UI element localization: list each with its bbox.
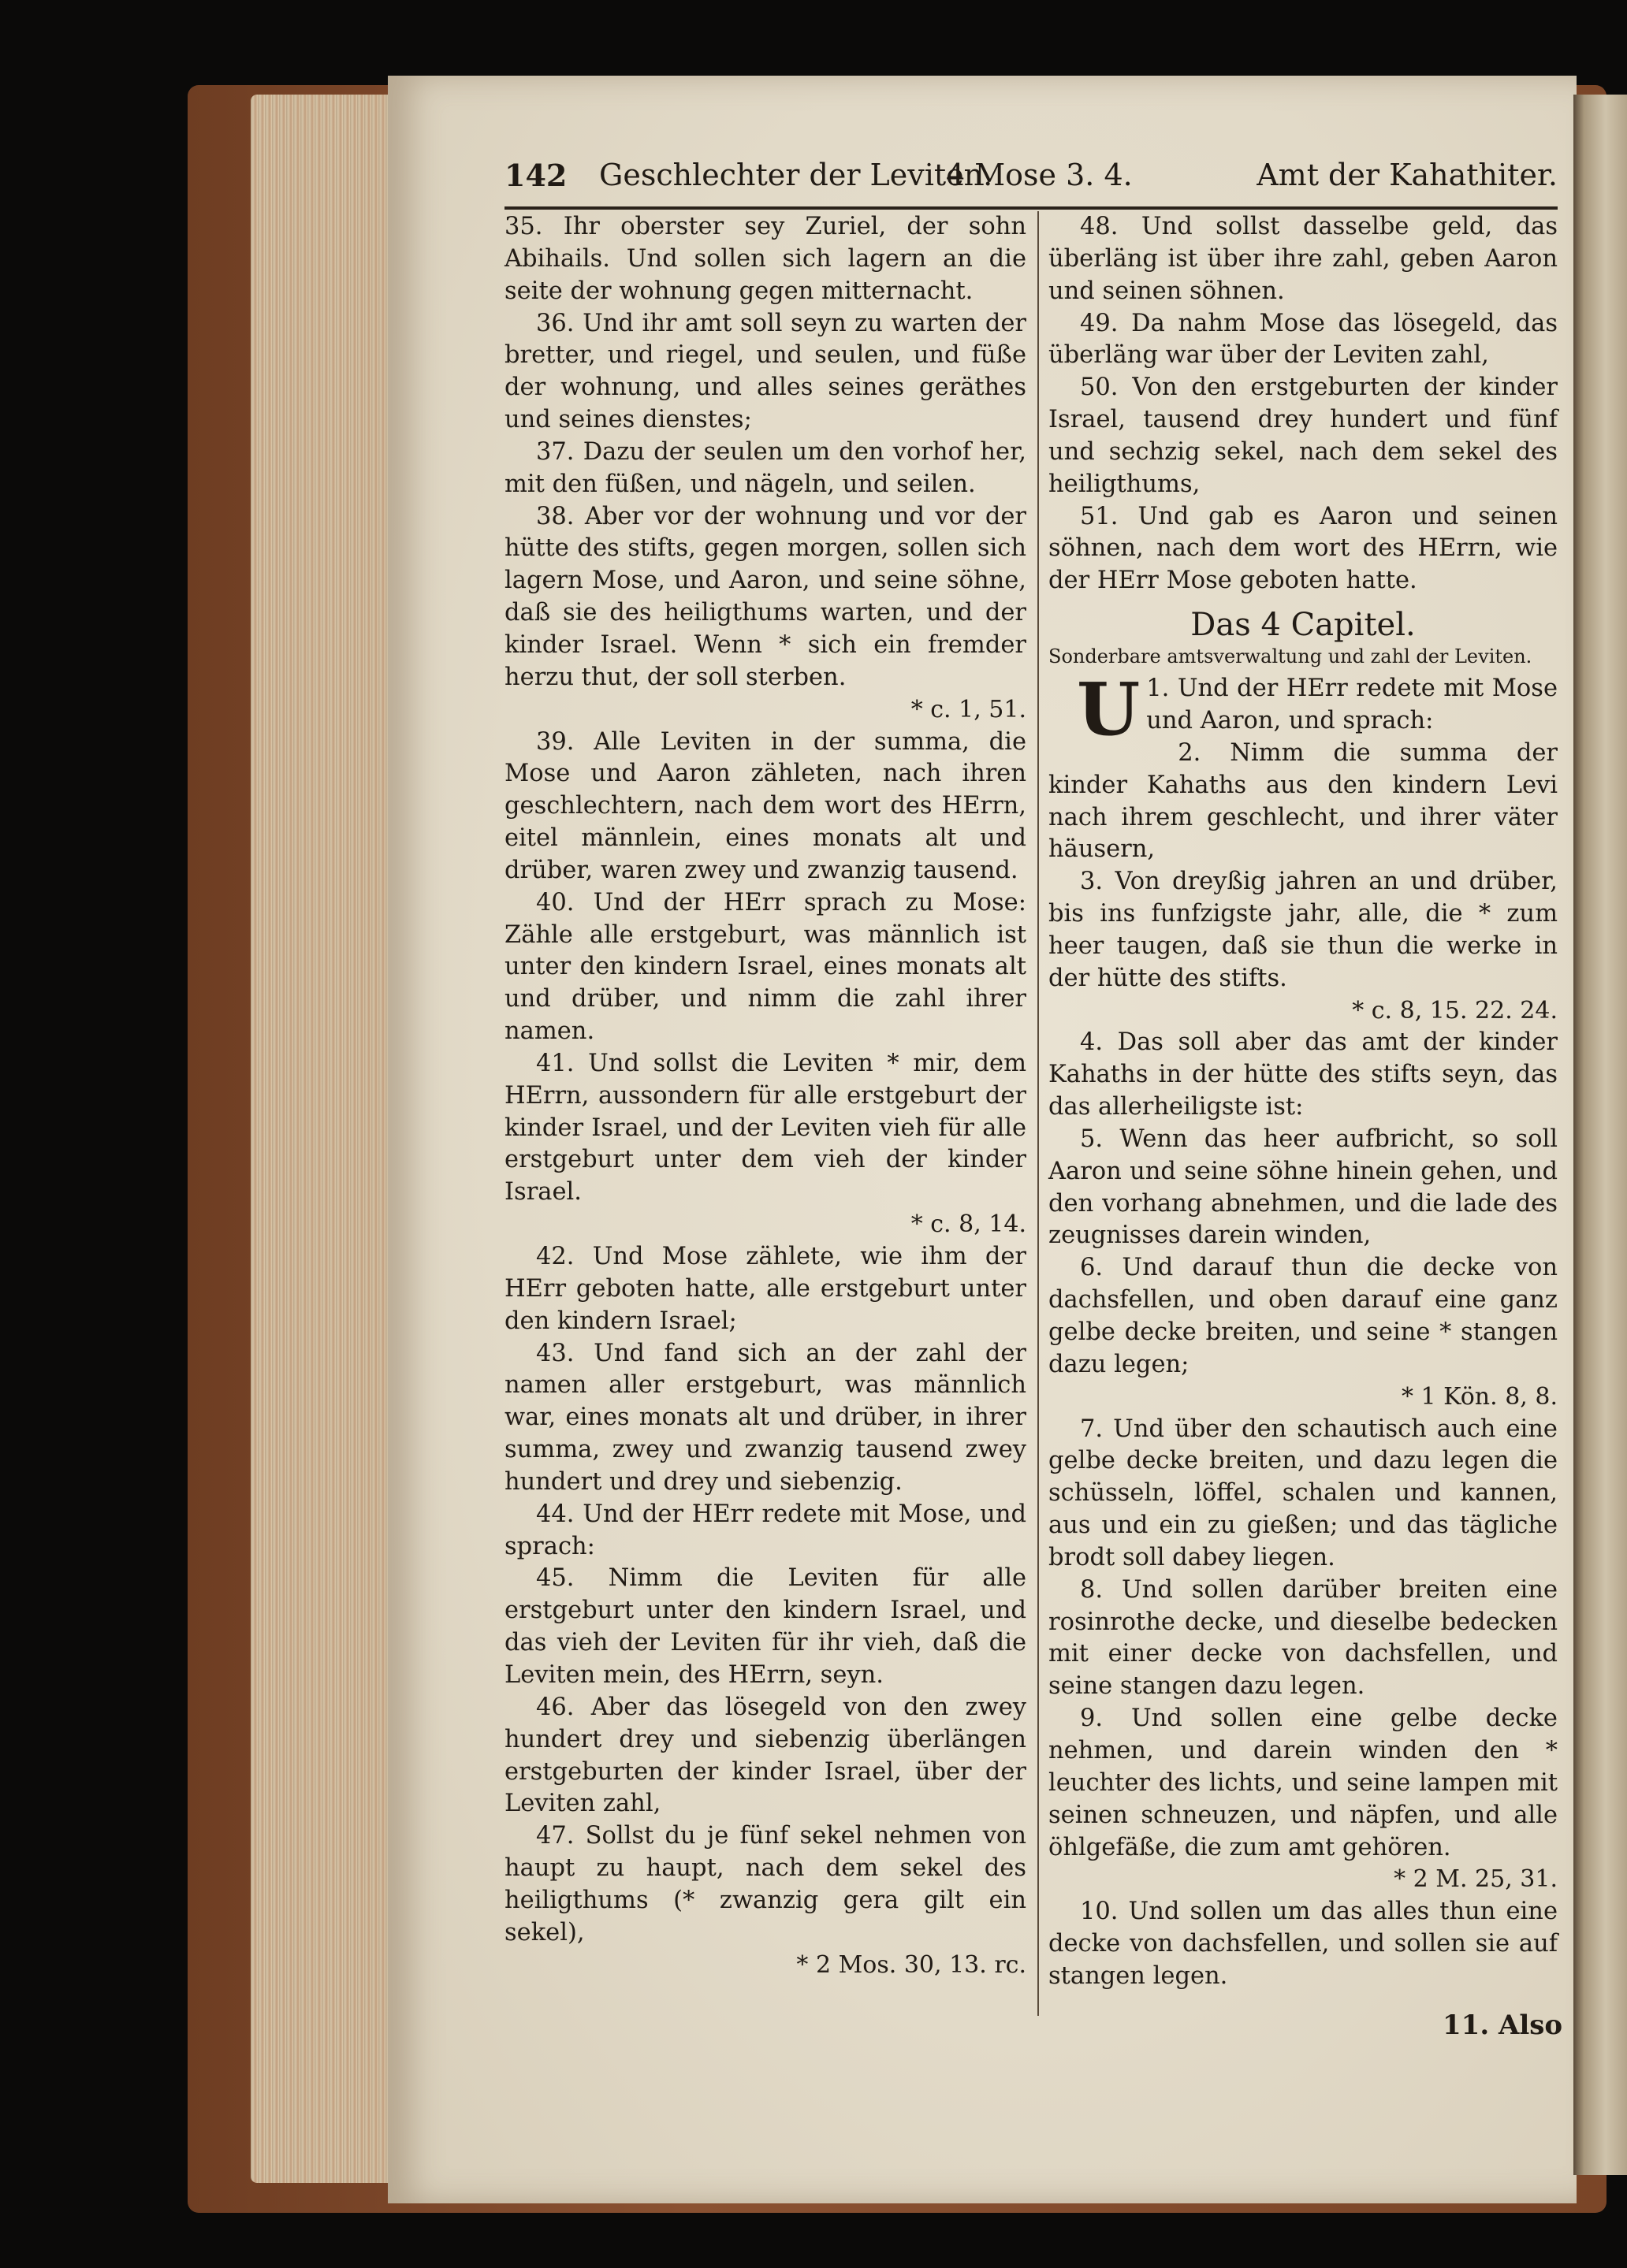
verse-50: 50. Von den erstgeburten der kinder Israel, tausend drey hundert und fünf und sechzig sekel, nach dem sekel des heiligthums, <box>1048 374 1558 498</box>
verse-1 <box>1048 667 1558 753</box>
verse-40: 40. Und der HErr sprach zu Mose: Zähle alle erstgeburt, was männlich ist unter den kindern Israel, eines monats alt und drüber, und nimm die zahl ihrer namen. <box>504 888 1026 1046</box>
verse-36: 36. Und ihr amt soll seyn zu warten der bretter, und riegel, und seulen, und füße der wohnung, und alles seines geräthes und seines dienstes; <box>504 309 1026 434</box>
verse-6-reference: * 1 Kön. 8, 8. <box>1401 1382 1558 1411</box>
chapter-summary: Sonderbare amtsverwaltung und zahl der Leviten. <box>1048 645 1532 668</box>
verse-35: 35. Ihr oberster sey Zuriel, der sohn Abihails. Und sollen sich lagern an die seite der wohnung gegen mitternacht. <box>504 213 1026 305</box>
verse-44: 44. Und der HErr redete mit Mose, und sprach: <box>504 1500 1026 1560</box>
drop-cap-initial: U <box>1077 667 1141 753</box>
verse-5: 5. Wenn das heer aufbricht, so soll Aaron und seine söhne hinein gehen, und den vorhang abnehmen, und die lade des zeugnisses darein winden, <box>1048 1125 1558 1250</box>
verse-4: 4. Das soll aber das amt der kinder Kahaths in der hütte des stifts seyn, das das allerheiligste ist: <box>1048 1028 1558 1121</box>
verse-1-text: 1. Und der HErr redete mit Mose und Aaron, und sprach: <box>1146 675 1558 734</box>
right-column <box>1048 211 1558 1993</box>
verse-41-reference: * c. 8, 14. <box>910 1210 1026 1239</box>
header-rule <box>504 206 1558 210</box>
verse-9: 9. Und sollen eine gelbe decke nehmen, und darein winden den * leuchter des lichts, und seine lampen mit seinen schneuzen, und näpfen, und alle öhlgefäße, die zum amt gehören. <box>1048 1705 1558 1861</box>
header-right-title: Amt der Kahathiter. <box>1257 158 1558 192</box>
running-header <box>504 158 1558 205</box>
verse-46: 46. Aber das lösegeld von den zwey hundert drey und siebenzig überlängen erstgeburten der kinder Israel, über der Leviten zahl, <box>504 1693 1026 1818</box>
verse-51: 51. Und gab es Aaron und seinen söhnen, nach dem wort des HErrn, wie der HErr Mose geboten hatte. <box>1048 502 1558 595</box>
page-number: 142 <box>504 158 568 193</box>
verse-37: 37. Dazu der seulen um den vorhof her, mit den füßen, und nägeln, und seilen. <box>504 437 1026 498</box>
facing-page-edge <box>1573 95 1627 2175</box>
header-left-title: Geschlechter der Leviten. <box>599 158 993 192</box>
verse-38: 38. Aber vor der wohnung und vor der hütte des stifts, gegen morgen, sollen sich lagern Mose, und Aaron, und seine söhne, daß sie des heiligthums warten, und der kinder Israel. Wenn * sich ein fremder herzu thut, der soll sterben. <box>504 502 1026 691</box>
column-divider <box>1037 211 1039 2016</box>
header-chapter-reference: 4 Mose 3. 4. <box>946 158 1133 192</box>
verse-38-reference: * c. 1, 51. <box>910 695 1026 723</box>
verse-39: 39. Alle Leviten in der summa, die Mose und Aaron zähleten, nach ihren geschlechtern, nach dem wort des HErrn, eitel männlein, eines monats alt und drüber, waren zwey und zwanzig tausend. <box>504 727 1026 884</box>
catchword: 11. Also <box>1443 2010 1563 2041</box>
verse-42: 42. Und Mose zählete, wie ihm der HErr geboten hatte, alle erstgeburt unter den kindern Israel; <box>504 1243 1026 1335</box>
verse-10: 10. Und sollen um das alles thun eine decke von dachsfellen, und sollen sie auf stangen legen. <box>1048 1898 1558 1990</box>
verse-8: 8. Und sollen darüber breiten eine rosinrothe decke, und dieselbe bedecken mit einer decke von dachsfellen, und seine stangen dazu legen. <box>1048 1575 1558 1701</box>
verse-41: 41. Und sollst die Leviten * mir, dem HErrn, aussondern für alle erstgeburt der kinder Israel, und der Leviten vieh für alle erstgeburt unter dem vieh der kinder Israel. <box>504 1049 1026 1207</box>
verse-45: 45. Nimm die Leviten für alle erstgeburt unter den kindern Israel, und das vieh der Leviten für ihr vieh, daß die Leviten mein, des HErrn, seyn. <box>504 1564 1026 1689</box>
verse-48: 48. Und sollst dasselbe geld, das überläng ist über ihre zahl, geben Aaron und seinen söhnen. <box>1048 213 1558 305</box>
verse-2: 2. Nimm die summa der kinder Kahaths aus den kindern Levi nach ihrem geschlecht, und ihrer väter häusern, <box>1048 738 1558 864</box>
verse-47-reference: * 2 Mos. 30, 13. rc. <box>796 1950 1026 1979</box>
verse-3: 3. Von dreyßig jahren an und drüber, bis ins funfzigste jahr, alle, die * zum heer taugen, daß sie thun die werke in der hütte des stifts. <box>1048 868 1558 992</box>
verse-43: 43. Und fand sich an der zahl der namen aller erstgeburt, was männlich war, eines monats alt und drüber, in ihrer summa, zwey und zwanzig tausend zwey hundert und drey und siebenzig. <box>504 1339 1026 1496</box>
chapter-title: Das 4 Capitel. <box>1190 607 1416 644</box>
verse-9-reference: * 2 M. 25, 31. <box>1394 1865 1558 1894</box>
verse-6: 6. Und darauf thun die decke von dachsfellen, und oben darauf eine ganz gelbe decke breiten, und seine * stangen dazu legen; <box>1048 1254 1558 1378</box>
verse-47: 47. Sollst du je fünf sekel nehmen von haupt zu haupt, nach dem sekel des heiligthums (* zwanzig gera gilt ein sekel), <box>504 1822 1026 1946</box>
verse-3-reference: * c. 8, 15. 22. 24. <box>1352 996 1558 1024</box>
verse-49: 49. Da nahm Mose das lösegeld, das überläng war über der Leviten zahl, <box>1048 309 1558 370</box>
page-edges <box>251 95 393 2183</box>
verse-7: 7. Und über den schautisch auch eine gelbe decke breiten, und dazu legen die schüsseln, löffel, schalen und kannen, aus und ein zu gießen; und das tägliche brodt soll dabey liegen. <box>1048 1415 1558 1571</box>
left-column <box>504 211 1026 1981</box>
